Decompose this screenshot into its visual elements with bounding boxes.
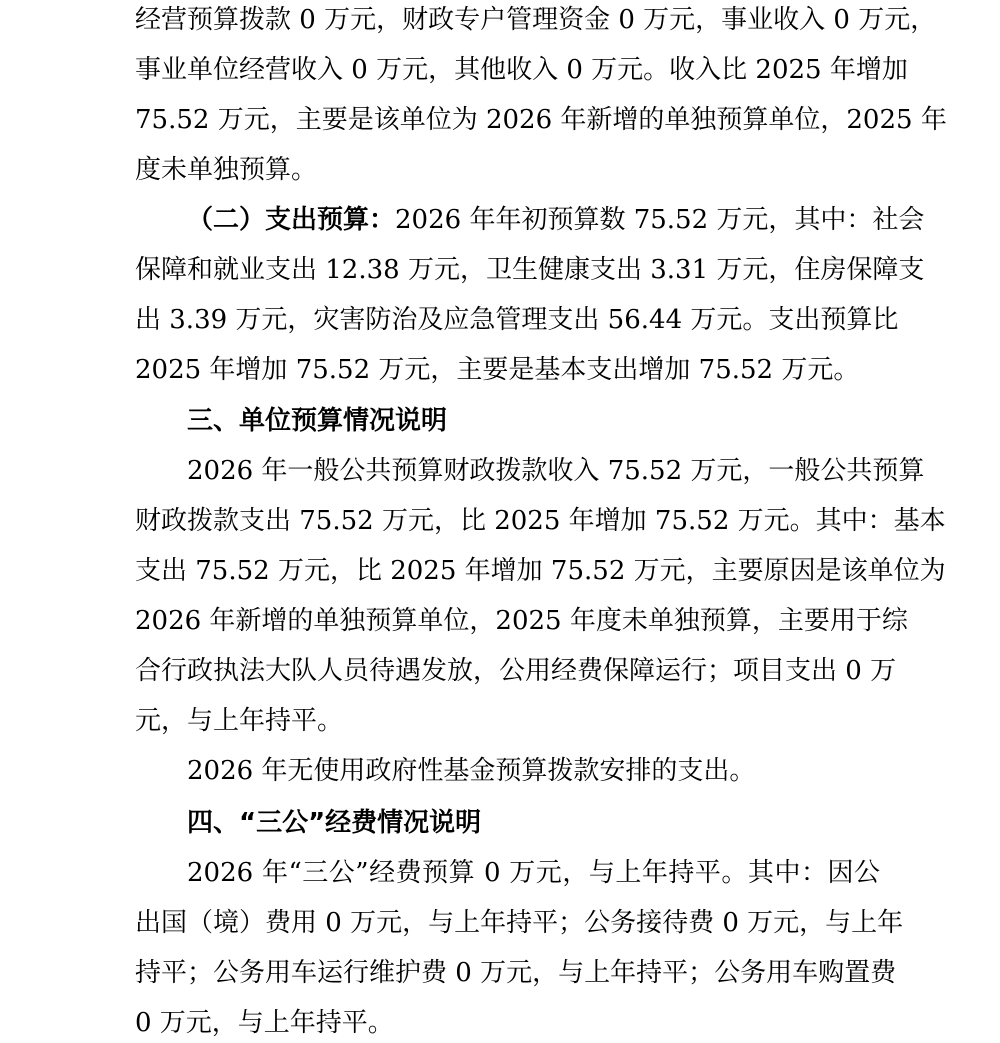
text-line-content: 2026 年年初预算数 75.52 万元，其中：社会 xyxy=(395,205,925,235)
text-line: 保障和就业支出 12.38 万元，卫生健康支出 3.31 万元，住房保障支 xyxy=(135,255,925,285)
text-line: 0 万元，与上年持平。 xyxy=(135,1008,394,1038)
section-heading: 四、“三公”经费情况说明 xyxy=(187,808,482,838)
text-line: 事业单位经营收入 0 万元，其他收入 0 万元。收入比 2025 年增加 xyxy=(135,55,908,85)
text-line: 财政拨款支出 75.52 万元，比 2025 年增加 75.52 万元。其中：基本 xyxy=(135,506,946,536)
section-heading: 三、单位预算情况说明 xyxy=(187,406,448,436)
text-line: 2025 年增加 75.52 万元，主要是基本支出增加 75.52 万元。 xyxy=(135,355,860,385)
text-line: 出 3.39 万元，灾害防治及应急管理支出 56.44 万元。支出预算比 xyxy=(135,305,899,335)
text-line: 2026 年新增的单独预算单位，2025 年度未单独预算，主要用于综 xyxy=(135,606,908,636)
text-line: 2026 年一般公共预算财政拨款收入 75.52 万元，一般公共预算 xyxy=(187,456,925,486)
text-line: 75.52 万元，主要是该单位为 2026 年新增的单独预算单位，2025 年 xyxy=(135,105,947,135)
text-line: 出国（境）费用 0 万元，与上年持平；公务接待费 0 万元，与上年 xyxy=(135,908,904,938)
text-line: 支出 75.52 万元，比 2025 年增加 75.52 万元，主要原因是该单位为 xyxy=(135,556,946,586)
text-line: 元，与上年持平。 xyxy=(135,706,344,736)
text-line: 度未单独预算。 xyxy=(135,155,318,185)
text-line: 2026 年“三公”经费预算 0 万元，与上年持平。其中：因公 xyxy=(187,858,880,888)
text-line: 经营预算拨款 0 万元，财政专户管理资金 0 万元，事业收入 0 万元， xyxy=(135,5,937,35)
text-line: 2026 年无使用政府性基金预算拨款安排的支出。 xyxy=(187,756,756,786)
text-line: 合行政执法大队人员待遇发放，公用经费保障运行；项目支出 0 万 xyxy=(135,656,897,686)
section-label-expense: （二）支出预算： xyxy=(187,205,396,235)
text-line: 持平；公务用车运行维护费 0 万元，与上年持平；公务用车购置费 xyxy=(135,958,897,988)
text-line xyxy=(187,200,925,240)
